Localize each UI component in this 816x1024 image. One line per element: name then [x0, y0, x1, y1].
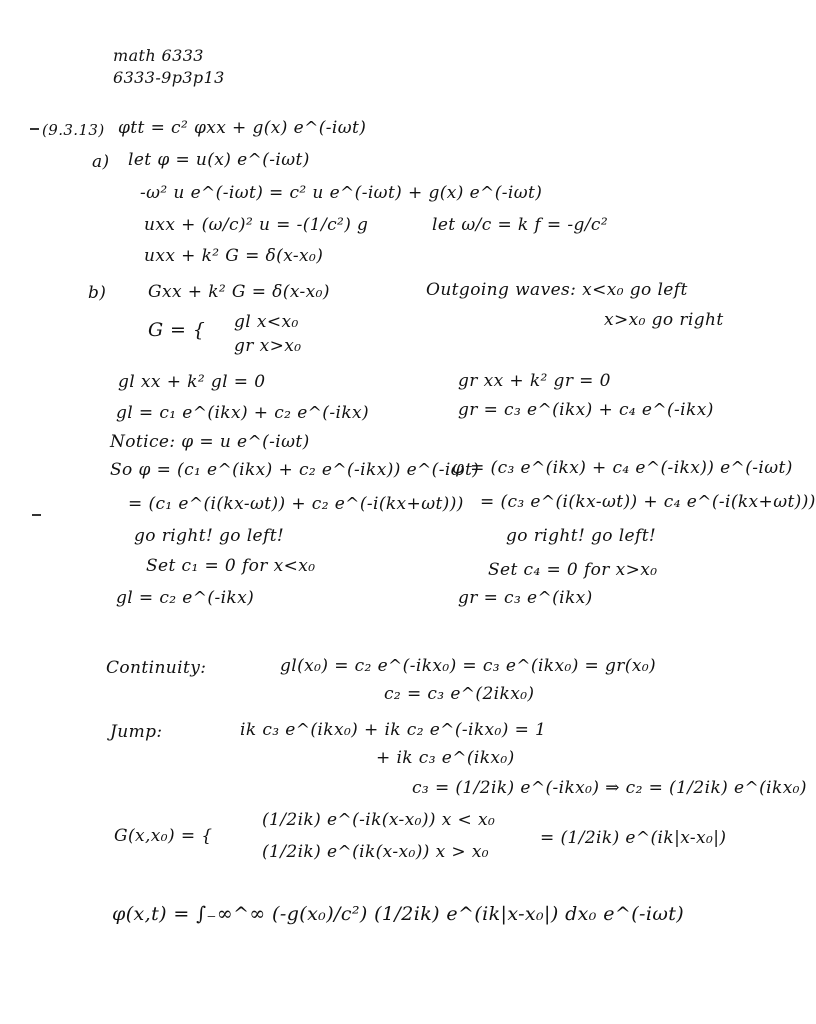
part-a-uxx: uxx + (ω/c)² u = -(1/c²) g	[144, 215, 369, 235]
green-function-result: = (1/2ik) e^(ik|x-x₀|)	[540, 828, 727, 848]
right-ode: gr xx + k² gr = 0	[458, 371, 611, 391]
part-a-let: let φ = u(x) e^(-iωt)	[128, 150, 310, 170]
left-expansion: = (c₁ e^(i(kx-ωt)) + c₂ e^(-i(kx+ωt)))	[128, 494, 464, 514]
outgoing-waves: Outgoing waves: x<x₀ go left	[426, 280, 688, 300]
right-solution: gr = c₃ e^(ikx) + c₄ e^(-ikx)	[458, 400, 714, 420]
left-set: Set c₁ = 0 for x<x₀	[146, 556, 316, 576]
jump-solution: c₃ = (1/2ik) e^(-ikx₀) ⇒ c₂ = (1/2ik) e^(ikx₀)	[412, 778, 807, 798]
right-set: Set c₄ = 0 for x>x₀	[488, 560, 658, 580]
file-label: 6333-9p3p13	[113, 68, 225, 87]
phi-right: φ = (c₃ e^(ikx) + c₄ e^(-ikx)) e^(-iωt)	[452, 458, 793, 478]
part-b-green-eq: Gxx + k² G = δ(x-x₀)	[148, 282, 330, 302]
problem-label: (9.3.13)	[42, 121, 105, 139]
part-a-let-k: let ω/c = k f = -g/c²	[432, 215, 609, 235]
course-title: math 6333	[113, 46, 204, 65]
jump-equation: ik c₃ e^(ikx₀) + ik c₂ e^(-ikx₀) = 1	[240, 720, 547, 740]
green-right-case: gr x>x₀	[234, 336, 302, 356]
notice-line: Notice: φ = u e^(-iωt)	[110, 432, 310, 452]
so-phi-left: So φ = (c₁ e^(ikx) + c₂ e^(-ikx)) e^(-iωt)	[110, 460, 480, 480]
part-a-label: a)	[92, 152, 110, 172]
green-function-top: (1/2ik) e^(-ik(x-x₀)) x < x₀	[262, 810, 496, 830]
phi-solution: φ(x,t) = ∫₋∞^∞ (-g(x₀)/c²) (1/2ik) e^(ik|x-x₀|) dx₀ e^(-iωt)	[112, 903, 685, 925]
green-brace: G = {	[148, 319, 206, 341]
green-function-def: G(x,x₀) = {	[114, 826, 213, 846]
right-expansion: = (c₃ e^(i(kx-ωt)) + c₄ e^(-i(kx+ωt)))	[480, 492, 816, 512]
outgoing-right: x>x₀ go right	[604, 310, 724, 330]
part-a-green-eq: uxx + k² G = δ(x-x₀)	[144, 246, 324, 266]
part-a-substitution: -ω² u e^(-iωt) = c² u e^(-iωt) + g(x) e^(-iωt)	[140, 183, 543, 203]
jump-label: Jump:	[110, 722, 163, 742]
left-solution: gl = c₁ e^(ikx) + c₂ e^(-ikx)	[116, 403, 370, 423]
continuity-equation: gl(x₀) = c₂ e^(-ikx₀) = c₃ e^(ikx₀) = gr(x₀)	[280, 656, 657, 676]
left-ode: gl xx + k² gl = 0	[118, 372, 266, 392]
continuity-label: Continuity:	[106, 658, 207, 678]
left-directions: go right! go left!	[134, 526, 285, 546]
right-directions: go right! go left!	[506, 526, 657, 546]
main-equation: φtt = c² φxx + g(x) e^(-iωt)	[118, 118, 367, 138]
margin-mark	[30, 128, 39, 130]
part-b-label: b)	[88, 283, 107, 303]
continuity-c2: c₂ = c₃ e^(2ikx₀)	[384, 684, 535, 704]
margin-mark-2	[32, 514, 41, 516]
right-final: gr = c₃ e^(ikx)	[458, 588, 593, 608]
jump-equation-2: + ik c₃ e^(ikx₀)	[376, 748, 515, 768]
green-function-bottom: (1/2ik) e^(ik(x-x₀)) x > x₀	[262, 842, 490, 862]
left-final: gl = c₂ e^(-ikx)	[116, 588, 255, 608]
green-left-case: gl x<x₀	[234, 312, 299, 332]
